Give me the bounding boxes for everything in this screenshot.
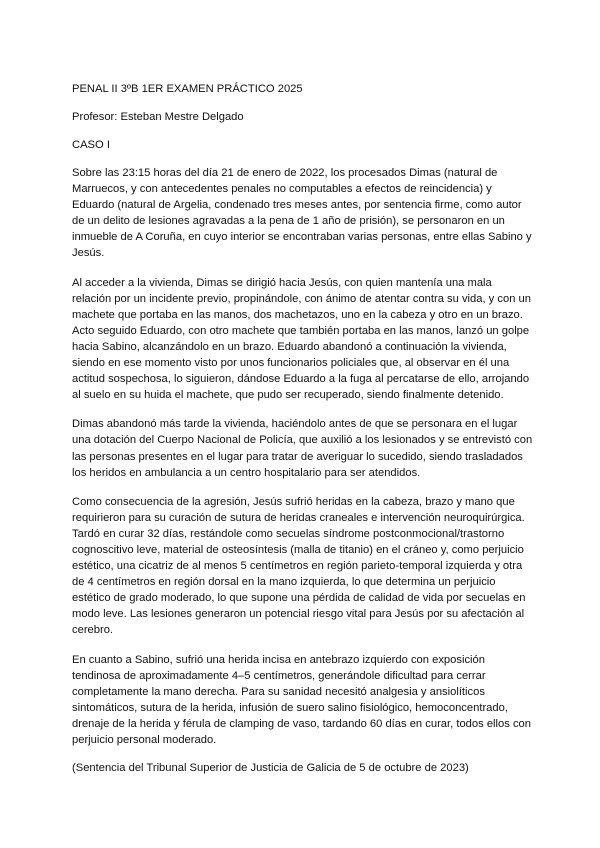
citation: (Sentencia del Tribunal Superior de Justicia de Galicia de 5 de octubre de 2023) xyxy=(72,762,469,775)
case-label: CASO I xyxy=(72,139,110,151)
paragraph-3: Dimas abandonó más tarde la vivienda, haciéndolo antes de que se personara en el lugar una dotación del Cuerpo Nacional de Policía, que auxilió a los lesionados y se entrevistó con las personas presentes en el lugar para tratar de averiguar lo sucedido, siendo trasladados los heridos en ambulancia a un centro hospitalario para ser atendidos. xyxy=(72,418,533,479)
exam-title: PENAL II 3ºB 1ER EXAMEN PRÁCTICO 2025 xyxy=(72,83,303,95)
paragraph-2: Al acceder a la vivienda, Dimas se dirigió hacia Jesús, con quien mantenía una mala relación por un incidente previo, propinándole, con ánimo de atentar contra su vida, y con un machete que portaba en las manos, dos machetazos, uno en la cabeza y otro en un brazo. Acto seguido Eduardo, con otro machete que también portaba en las manos, lanzó un golpe hacia Sabino, alcanzándolo en un brazo. Eduardo abandonó a continuación la vivienda, siendo en ese momento visto por unos funcionarios policiales que, al observar en él una actitud sospechosa, lo siguieron, dándose Eduardo a la fuga al percatarse de ello, arrojando al suelo en su huida el machete, que pudo ser recuperado, siendo finalmente detenido. xyxy=(72,276,531,402)
paragraph-5: En cuanto a Sabino, sufrió una herida incisa en antebrazo izquierdo con exposición tendinosa de aproximadamente 4–5 centímetros, generándole dificultad para cerrar completamente la mano derecha. Para su sanidad necesitó analgesia y ansiolíticos sintomáticos, sutura de la herida, infusión de suero salino fisiológico, hemoconcentrado, drenaje de la herida y férula de clamping de vaso, tardando 60 días en curar, todos ellos con perjuicio personal moderado. xyxy=(72,653,531,746)
professor-line: Profesor: Esteban Mestre Delgado xyxy=(72,111,244,123)
paragraph-1: Sobre las 23:15 horas del día 21 de enero de 2022, los procesados Dimas (natural de Marruecos, y con antecedentes penales no computables a efectos de reincidencia) y Eduardo (natural de Argelia, condenado tres meses antes, por sentencia firme, como autor de un delito de lesiones agravadas a la pena de 1 año de prisión), se personaron en un inmueble de A Coruña, en cuyo interior se encontraban varias personas, entre ellas Sabino y Jesús. xyxy=(72,167,532,260)
paragraph-4: Como consecuencia de la agresión, Jesús sufrió heridas en la cabeza, brazo y mano que requirieron para su curación de sutura de heridas craneales e intervención neuroquirúrgica. Tardó en curar 32 días, restándole como secuelas síndrome postconmocional/trastorno cognoscitivo leve, material de osteosíntesis (malla de titanio) en el cráneo y, como perjuicio estético, una cicatriz de al menos 5 centímetros en región parieto-temporal izquierda y otra de 4 centímetros en región dorsal en la mano izquierda, lo que determina un perjuicio estético de grado moderado, lo que supone una pérdida de calidad de vida por secuelas en modo leve. Las lesiones generaron un potencial riesgo vital para Jesús por su afectación al cerebro. xyxy=(72,495,526,637)
document-content xyxy=(72,82,534,786)
